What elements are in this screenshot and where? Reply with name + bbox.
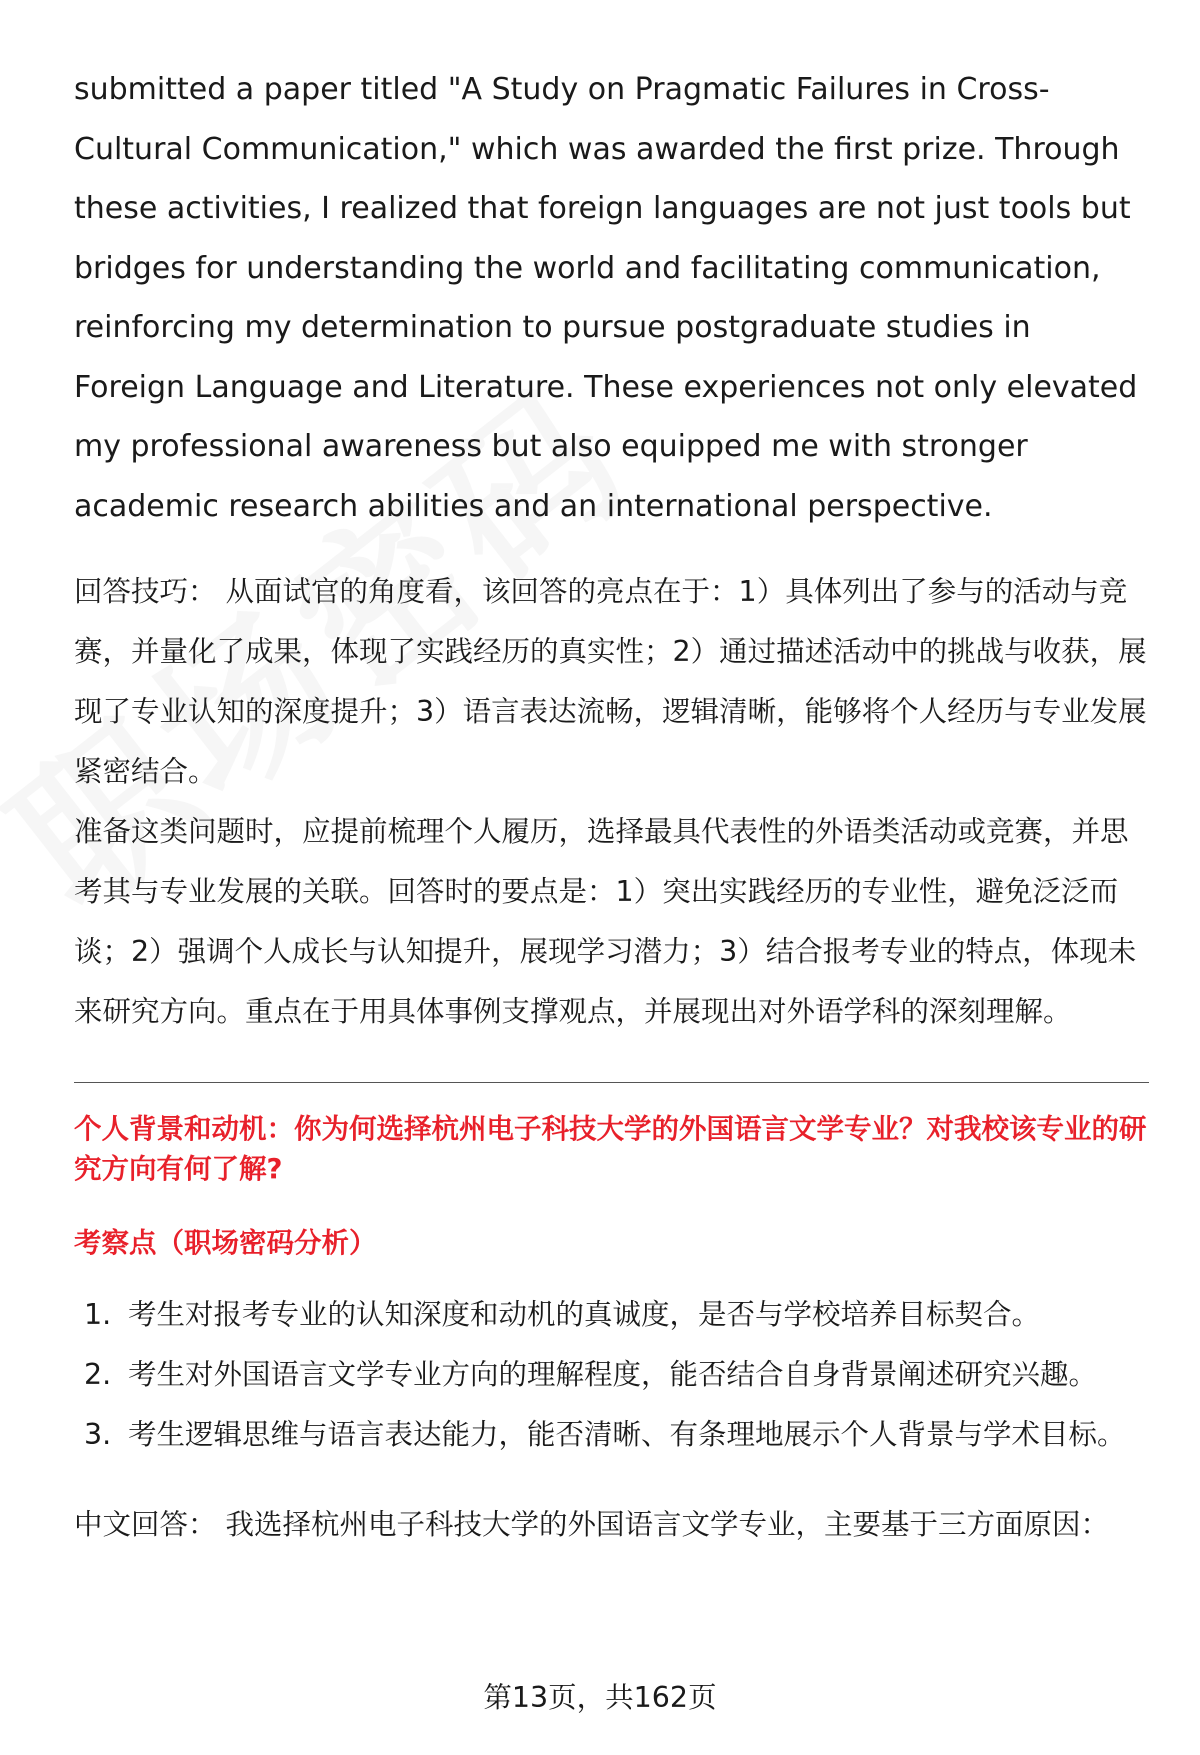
- list-item: [74, 1345, 1149, 1405]
- document-page: [74, 60, 1149, 1555]
- list-item-text: 考生逻辑思维与语言表达能力，能否清晰、有条理地展示个人背景与学术目标。: [128, 1418, 1126, 1451]
- section-divider: [74, 1082, 1149, 1083]
- list-item: [74, 1405, 1149, 1465]
- english-answer-paragraph: submitted a paper titled "A Study on Pragmatic Failures in Cross-Cultural Communication," which was awarded the first prize. Through these activities, I realized that foreign languages are not just tools but bridges for understanding the world and facilitating communication, reinforcing my determination to pursue postgraduate studies in Foreign Language and Literature. These experiences not only elevated my professional awareness but also equipped me with stronger academic research abilities and an international perspective.: [74, 72, 1138, 524]
- chinese-answer-intro: 中文回答： 我选择杭州电子科技大学的外国语言文学专业，主要基于三方面原因：: [74, 1508, 1110, 1541]
- page-number-footer: 第13页，共162页: [483, 1681, 717, 1714]
- assessment-heading: 考察点（职场密码分析）: [74, 1227, 377, 1259]
- prep-advice-paragraph: 准备这类问题时，应提前梳理个人履历，选择最具代表性的外语类活动或竞赛，并思考其与专业发展的关联。回答时的要点是：1）突出实践经历的专业性，避免泛泛而谈；2）强调个人成长与认知提升，展现学习潜力；3）结合报考专业的特点，体现未来研究方向。重点在于用具体事例支撑观点，并展现出对外语学科的深刻理解。: [74, 815, 1137, 1028]
- assessment-list: [74, 1285, 1149, 1465]
- question-heading: 个人背景和动机：你为何选择杭州电子科技大学的外国语言文学专业？对我校该专业的研究方向有何了解?: [74, 1113, 1147, 1185]
- list-item-text: 考生对外国语言文学专业方向的理解程度，能否结合自身背景阐述研究兴趣。: [128, 1358, 1098, 1391]
- answer-tip-paragraph: 回答技巧： 从面试官的角度看，该回答的亮点在于：1）具体列出了参与的活动与竞赛，并量化了成果，体现了实践经历的真实性；2）通过描述活动中的挑战与收获，展现了专业认知的深度提升；3）语言表达流畅，逻辑清晰，能够将个人经历与专业发展紧密结合。: [74, 575, 1147, 788]
- list-number: 2.: [84, 1358, 112, 1391]
- list-item-text: 考生对报考专业的认知深度和动机的真诚度，是否与学校培养目标契合。: [128, 1298, 1041, 1331]
- list-number: 1.: [84, 1298, 112, 1331]
- list-item: [74, 1285, 1149, 1345]
- list-number: 3.: [84, 1418, 112, 1451]
